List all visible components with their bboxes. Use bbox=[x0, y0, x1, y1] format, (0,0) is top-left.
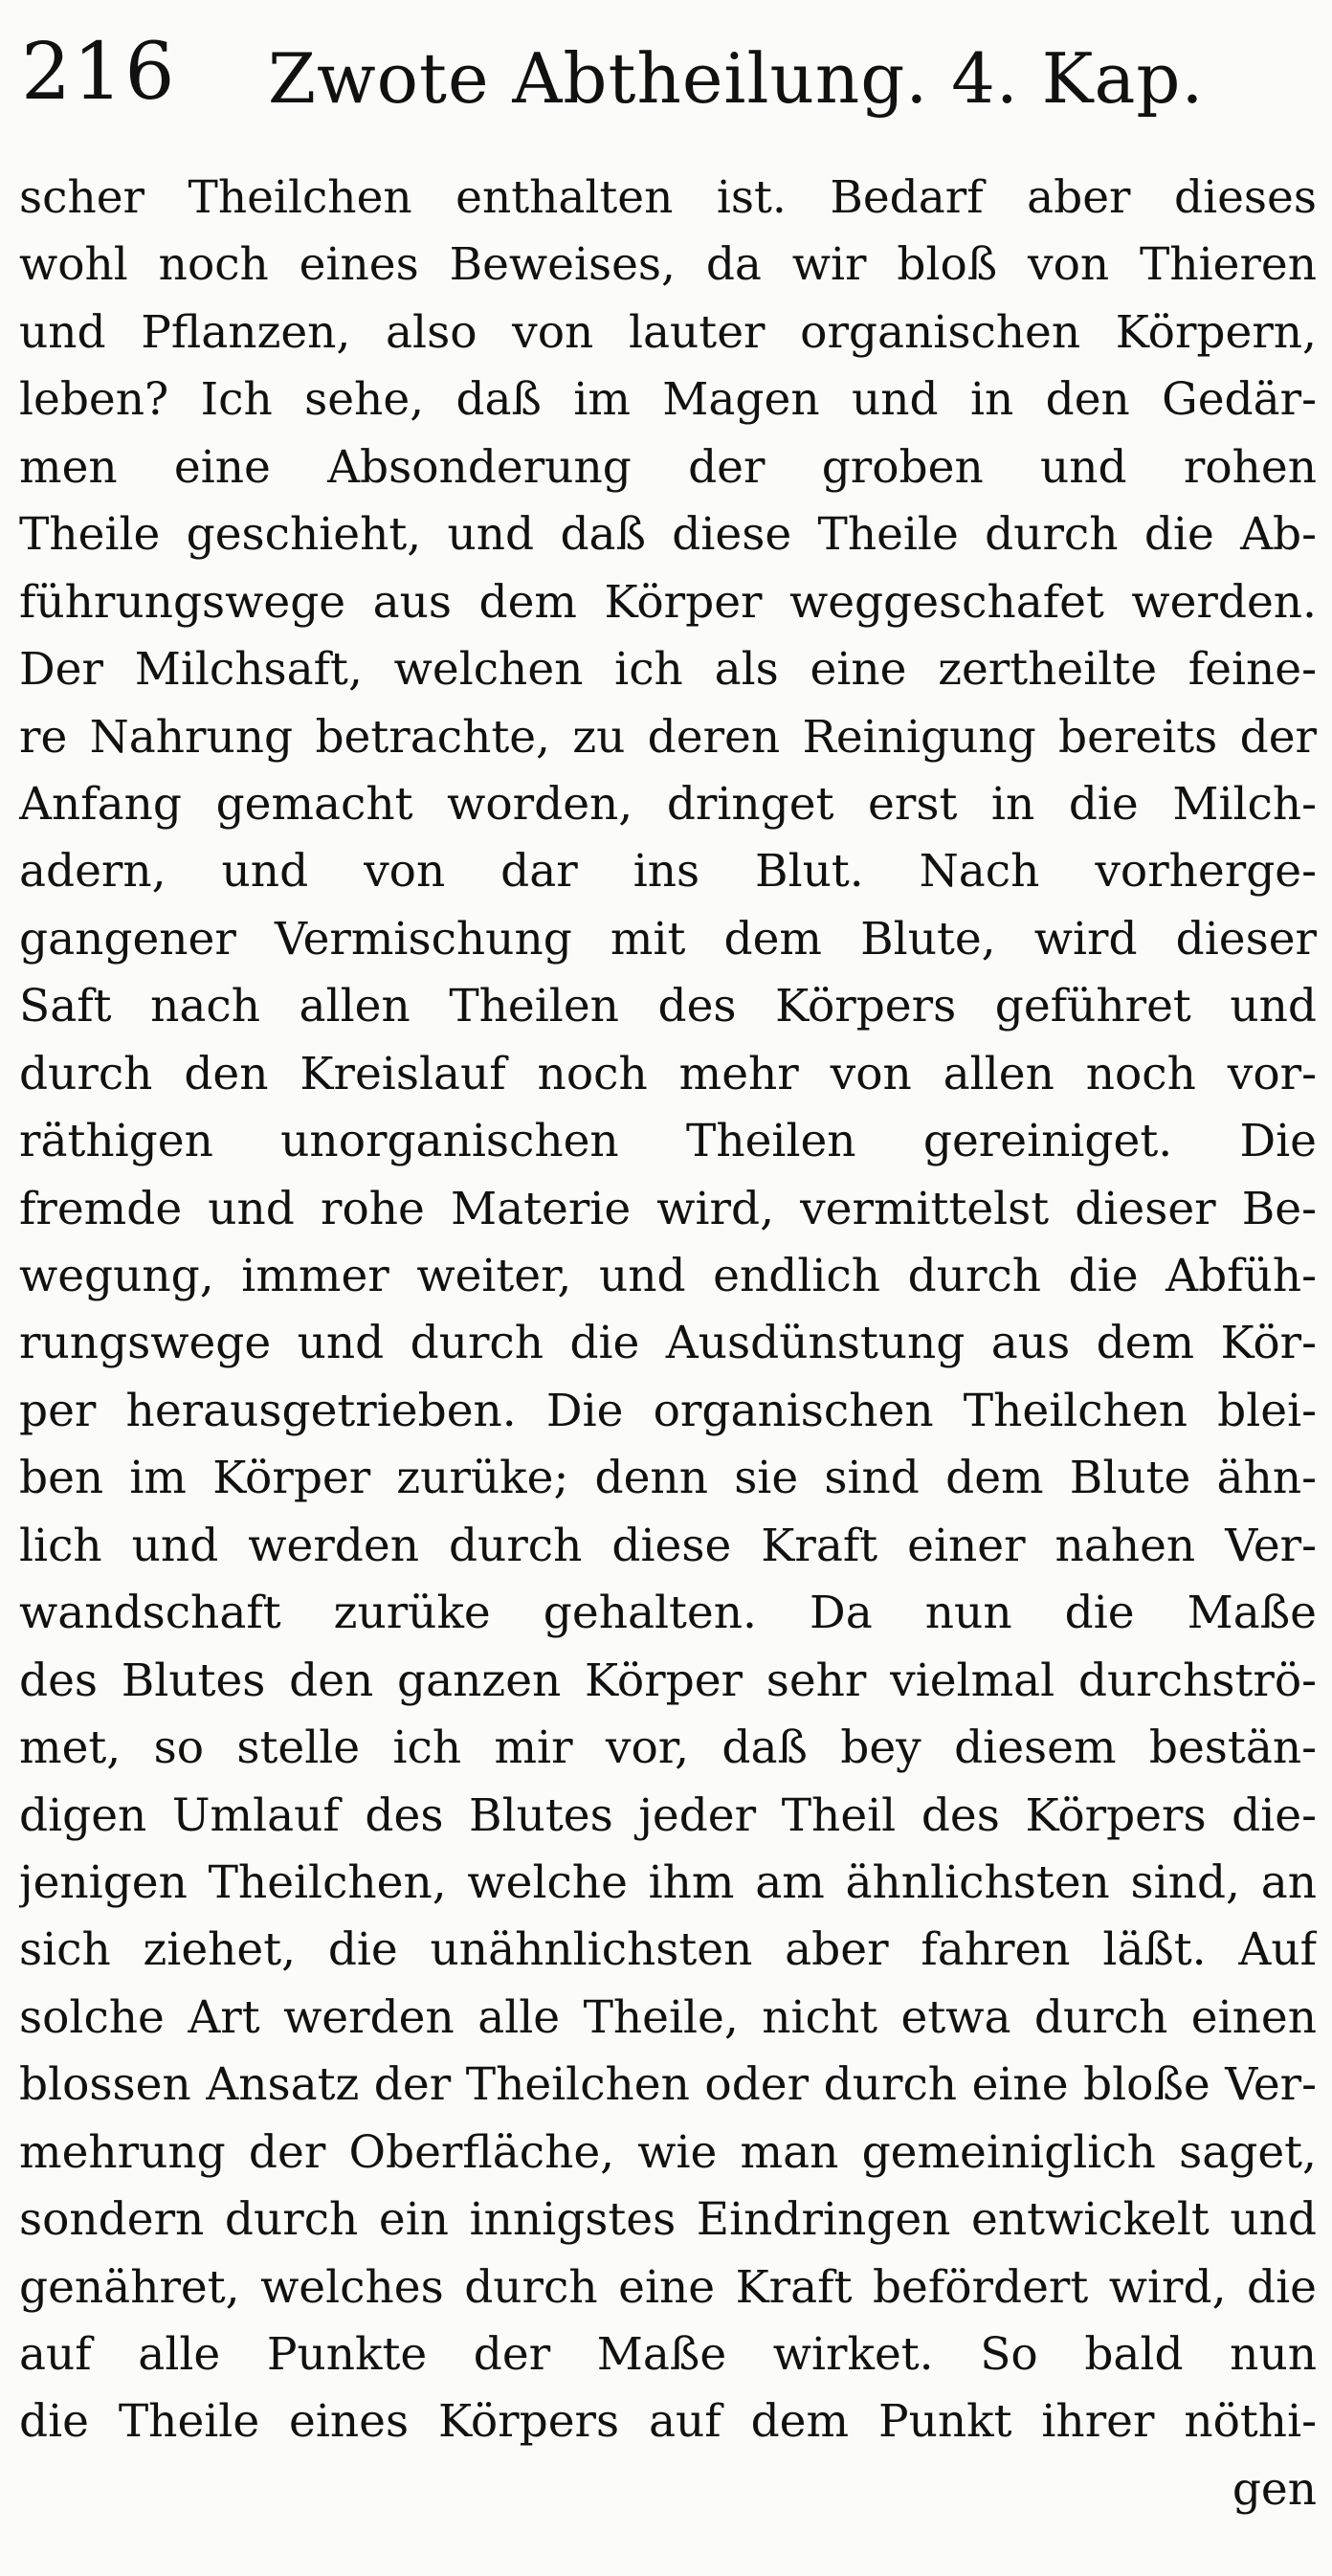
text-line: wohl noch eines Beweises, da wir bloß von Thieren bbox=[19, 238, 1317, 292]
text-line: räthigen unorganischen Theilen gereiniget. Die bbox=[19, 1115, 1317, 1168]
text-line: rungswege und durch die Ausdünstung aus dem Kör- bbox=[19, 1317, 1317, 1370]
text-line: Theile geschieht, und daß diese Theile durch die Ab- bbox=[19, 508, 1317, 562]
text-line: wegung, immer weiter, und endlich durch die Abfüh- bbox=[19, 1250, 1317, 1302]
text-line: lich und werden durch diese Kraft einer nahen Ver- bbox=[19, 1519, 1317, 1572]
text-line: blossen Ansatz der Theilchen oder durch eine bloße Ver- bbox=[19, 2058, 1317, 2112]
text-line: und Pflanzen, also von lauter organischen Körpern, bbox=[19, 305, 1317, 359]
text-line: die Theile eines Körpers auf dem Punkt ihrer nöthi- bbox=[19, 2395, 1317, 2449]
text-line: met, so stelle ich mir vor, daß bey diesem bestän- bbox=[19, 1721, 1317, 1775]
text-line: führungswege aus dem Körper weggeschafet werden. bbox=[19, 575, 1317, 629]
text-line: auf alle Punkte der Maße wirket. So bald nun bbox=[19, 2328, 1317, 2381]
catchword: gen bbox=[1232, 2462, 1317, 2516]
text-line: leben? Ich sehe, daß im Magen und in den Gedär- bbox=[19, 373, 1317, 427]
text-line: re Nahrung betrachte, zu deren Reinigung bereits der bbox=[19, 710, 1317, 764]
text-line: Saft nach allen Theilen des Körpers geführet und bbox=[19, 980, 1317, 1033]
text-line: digen Umlauf des Blutes jeder Theil des Körpers die- bbox=[19, 1788, 1317, 1842]
text-line: genähret, welches durch eine Kraft befördert wird, die bbox=[19, 2260, 1317, 2314]
text-line: Anfang gemacht worden, dringet erst in die Milch- bbox=[19, 777, 1317, 831]
text-line: jenigen Theilchen, welche ihm am ähnlichsten sind, an bbox=[19, 1855, 1317, 1909]
text-line: adern, und von dar ins Blut. Nach vorherge- bbox=[19, 845, 1317, 899]
text-line: ben im Körper zurüke; denn sie sind dem Blute ähn- bbox=[19, 1452, 1317, 1505]
page-number: 216 bbox=[21, 27, 177, 118]
text-line: wandschaft zurüke gehalten. Da nun die Maße bbox=[19, 1587, 1317, 1640]
text-line: gangener Vermischung mit dem Blute, wird dieser bbox=[19, 912, 1317, 966]
page-header bbox=[21, 21, 1303, 136]
text-line: scher Theilchen enthalten ist. Bedarf aber dieses bbox=[19, 171, 1317, 224]
text-line: solche Art werden alle Theile, nicht etwa durch einen bbox=[19, 1990, 1317, 2044]
text-line: durch den Kreislauf noch mehr von allen noch vor- bbox=[19, 1047, 1317, 1100]
running-head: Zwote Abtheilung. 4. Kap. bbox=[268, 38, 1205, 119]
text-line: sich ziehet, die unähnlichsten aber fahren läßt. Auf bbox=[19, 1923, 1317, 1977]
text-line: mehrung der Oberfläche, wie man gemeiniglich saget, bbox=[19, 2125, 1317, 2179]
text-line: fremde und rohe Materie wird, vermittelst dieser Be- bbox=[19, 1182, 1317, 1235]
body-text bbox=[19, 165, 1317, 2523]
text-line: per herausgetrieben. Die organischen Theilchen blei- bbox=[19, 1384, 1317, 1437]
text-line: Der Milchsaft, welchen ich als eine zertheilte feine- bbox=[19, 643, 1317, 697]
text-line: men eine Absonderung der groben und rohen bbox=[19, 440, 1317, 494]
text-line: sondern durch ein innigstes Eindringen entwickelt und bbox=[19, 2193, 1317, 2247]
text-line: des Blutes den ganzen Körper sehr vielmal durchströ- bbox=[19, 1654, 1317, 1707]
